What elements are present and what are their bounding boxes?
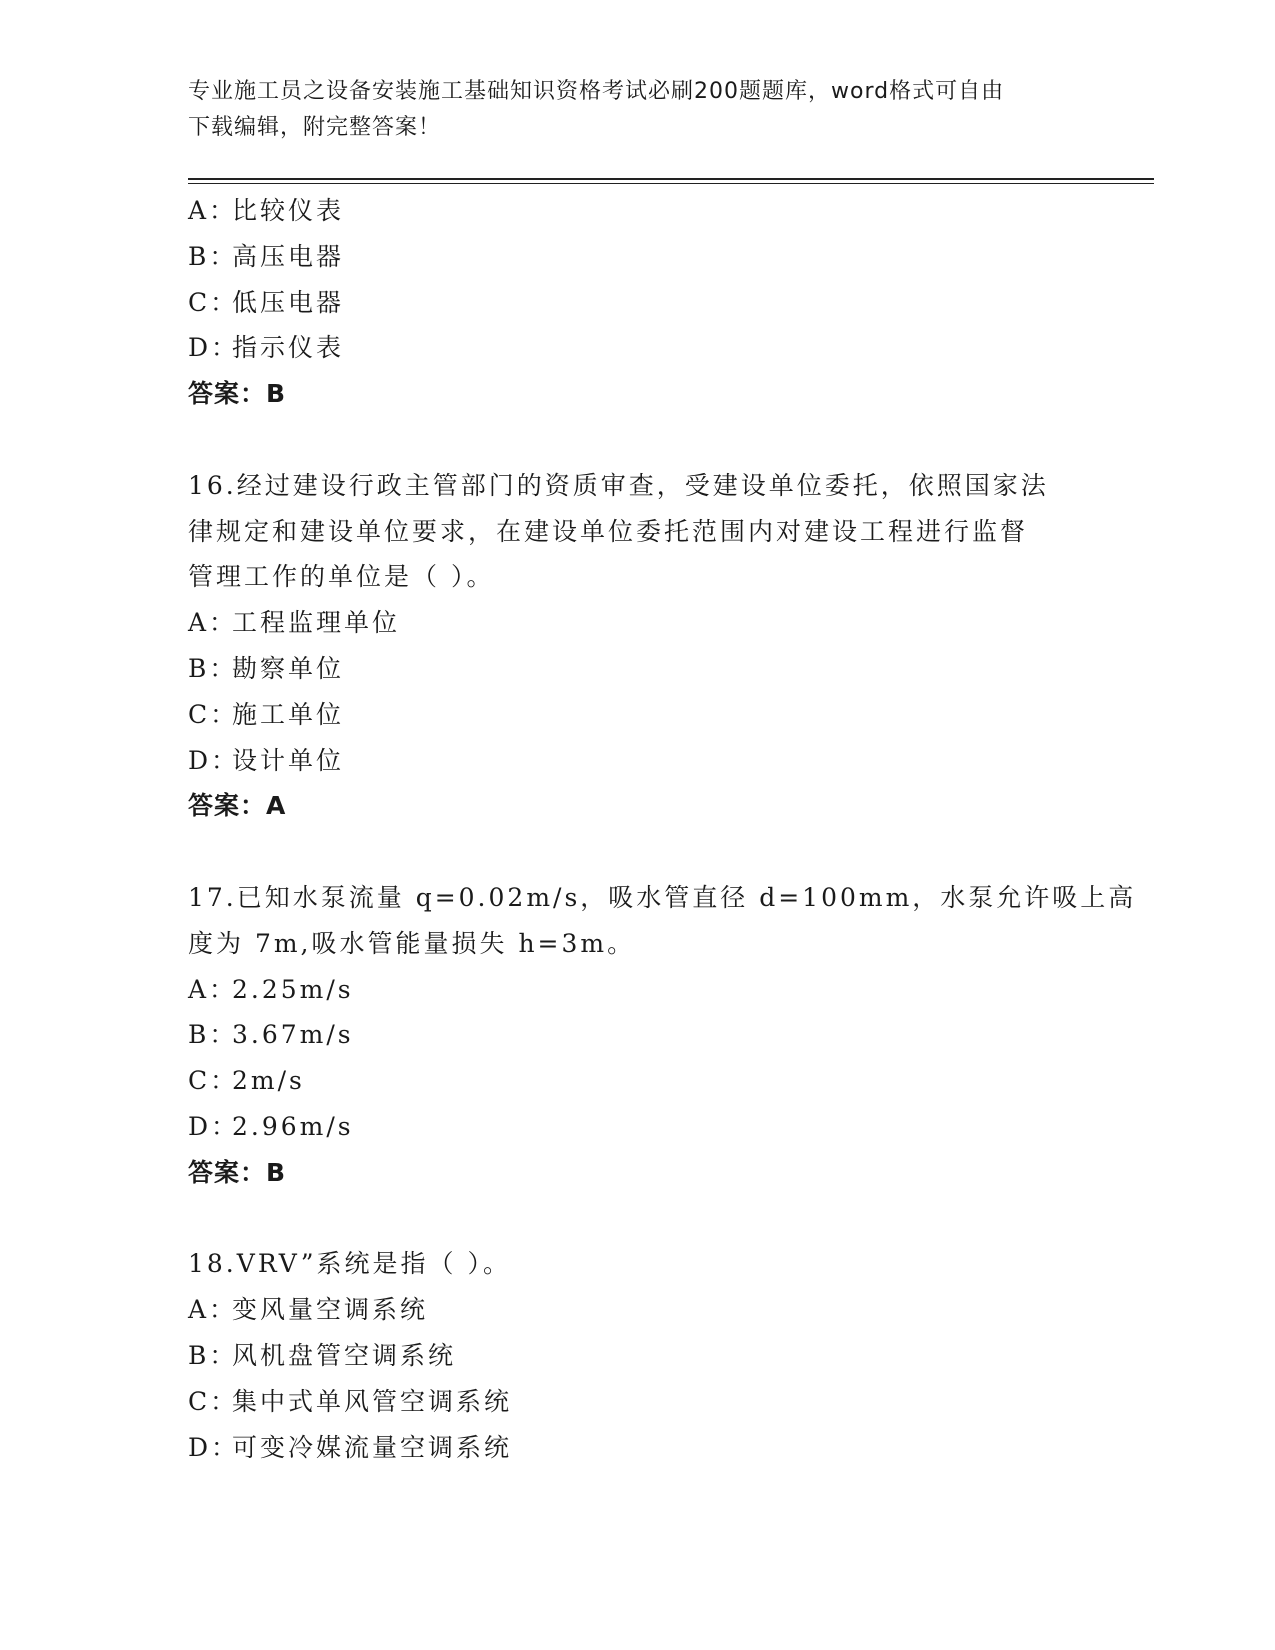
option-d: D：可变冷媒流量空调系统: [188, 1432, 513, 1462]
document-header: [188, 74, 1068, 146]
option-a: A：工程监理单位: [188, 608, 401, 638]
option-b: B：勘察单位: [188, 653, 345, 683]
option-c: C：低压电器: [188, 287, 345, 317]
header-title-line-1: 专业施工员之设备安装施工基础知识资格考试必刷200题题库，word格式可自由: [188, 79, 1005, 104]
question-stem-line: 18.VRV”系统是指（ ）。: [188, 1249, 511, 1279]
question-15: [188, 188, 1088, 417]
option-d: D：设计单位: [188, 745, 345, 775]
answer-line: 答案：B: [188, 1157, 287, 1187]
option-c: C：2m/s: [188, 1066, 305, 1096]
header-divider-thick: [188, 178, 1154, 180]
option-b: B：3.67m/s: [188, 1020, 354, 1050]
option-a: A：变风量空调系统: [188, 1295, 429, 1325]
option-c: C：集中式单风管空调系统: [188, 1386, 513, 1416]
answer-line: 答案：A: [188, 791, 287, 821]
option-c: C：施工单位: [188, 699, 345, 729]
option-a: A：2.25m/s: [188, 974, 354, 1004]
question-stem-line: 16.经过建设行政主管部门的资质审查，受建设单位委托，依照国家法: [188, 470, 1049, 500]
question-16: [188, 463, 1088, 829]
question-content: [188, 188, 1137, 1470]
option-d: D：2.96m/s: [188, 1111, 354, 1141]
header-title-line-2: 下载编辑，附完整答案！: [188, 115, 442, 140]
option-b: B：风机盘管空调系统: [188, 1340, 457, 1370]
question-18: [188, 1241, 1088, 1470]
option-a: A：比较仪表: [188, 196, 345, 225]
header-divider-thin: [188, 183, 1154, 184]
option-d: D：指示仪表: [188, 333, 345, 363]
option-b: B：高压电器: [188, 241, 345, 271]
question-stem-line: 度为 7m,吸水管能量损失 h=3m。: [188, 928, 636, 958]
question-stem-line: 律规定和建设单位要求，在建设单位委托范围内对建设工程进行监督: [188, 516, 1029, 546]
question-stem-line: 管理工作的单位是（ ）。: [188, 562, 495, 592]
answer-line: 答案：B: [188, 379, 287, 409]
question-17: [188, 875, 1137, 1196]
question-stem-line: 17.已知水泵流量 q=0.02m/s，吸水管直径 d=100mm，水泵允许吸上高: [188, 882, 1137, 912]
